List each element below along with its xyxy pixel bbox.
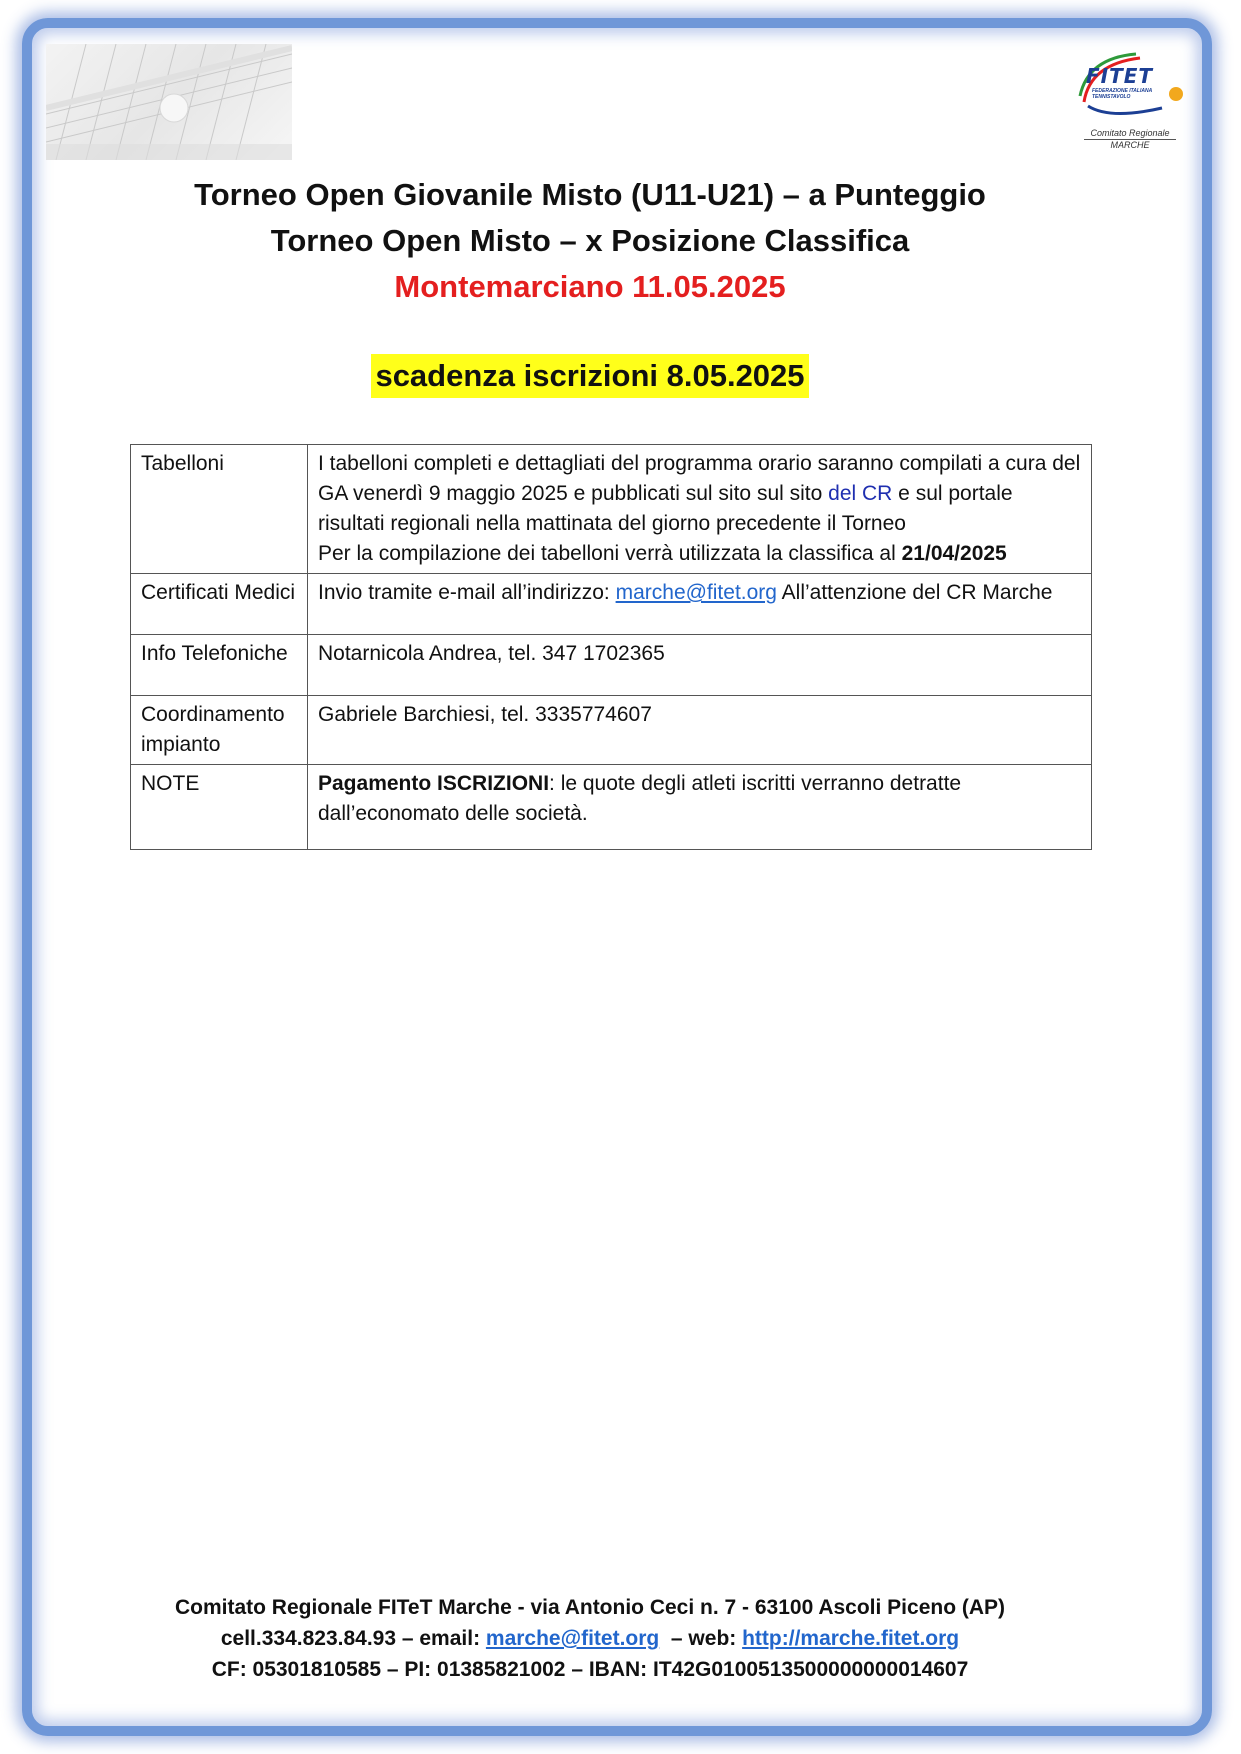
row-label: Info Telefoniche bbox=[131, 635, 308, 696]
logo-caption-line2: MARCHE bbox=[1110, 140, 1150, 150]
fitet-subtitle: FEDERAZIONE ITALIANA TENNISTAVOLO bbox=[1092, 88, 1152, 100]
title-line-3: Montemarciano 11.05.2025 bbox=[394, 269, 786, 304]
fitet-wordmark: FITET bbox=[1086, 64, 1154, 88]
title-line-1: Torneo Open Giovanile Misto (U11-U21) – a Punteggio bbox=[194, 177, 986, 212]
footer bbox=[0, 1592, 1180, 1685]
tabelloni-text-a: I tabelloni completi e dettagliati del programma orario saranno compilati a cura del GA venerdì 9 maggio 2025 e pubblicati sul sito sul sito bbox=[318, 452, 1081, 505]
table-row bbox=[131, 635, 1092, 696]
row-value: Gabriele Barchiesi, tel. 3335774607 bbox=[308, 696, 1092, 765]
footer-cell: cell.334.823.84.93 – email: bbox=[220, 1627, 486, 1650]
tabelloni-text-c: Per la compilazione dei tabelloni verrà utilizzata la classifica al bbox=[318, 542, 902, 565]
table-tennis-net-image bbox=[46, 44, 292, 160]
footer-web-link[interactable]: http://marche.fitet.org bbox=[742, 1627, 960, 1650]
table-row bbox=[131, 765, 1092, 850]
row-value: Notarnicola Andrea, tel. 347 1702365 bbox=[308, 635, 1092, 696]
email-link[interactable]: marche@fitet.org bbox=[615, 581, 777, 604]
table-row bbox=[131, 696, 1092, 765]
classifica-date: 21/04/2025 bbox=[901, 542, 1007, 565]
table-row bbox=[131, 445, 1092, 574]
certificati-text-b: All’attenzione del CR Marche bbox=[776, 581, 1053, 604]
row-value bbox=[308, 445, 1092, 574]
deadline-block bbox=[0, 354, 1180, 398]
net-illustration bbox=[46, 44, 292, 160]
logo-caption bbox=[1080, 128, 1180, 151]
footer-contacts bbox=[0, 1623, 1180, 1654]
footer-web-label: – web: bbox=[659, 1627, 743, 1650]
certificati-text-a: Invio tramite e-mail all’indirizzo: bbox=[318, 581, 616, 604]
title-line-2: Torneo Open Misto – x Posizione Classifica bbox=[270, 223, 910, 258]
del-cr-link[interactable]: del CR bbox=[828, 482, 893, 505]
note-text: : le quote degli atleti iscritti verranno detratte dall’economato delle società. bbox=[318, 772, 962, 825]
deadline-highlight: scadenza iscrizioni 8.05.2025 bbox=[371, 354, 808, 398]
info-table bbox=[130, 444, 1092, 850]
footer-address: Comitato Regionale FITeT Marche - via Antonio Ceci n. 7 - 63100 Ascoli Piceno (AP) bbox=[174, 1596, 1006, 1619]
footer-tax-info: CF: 05301810585 – PI: 01385821002 – IBAN: IT42G0100513500000000014607 bbox=[211, 1658, 969, 1681]
footer-email-link[interactable]: marche@fitet.org bbox=[485, 1627, 660, 1650]
row-label: NOTE bbox=[131, 765, 308, 850]
tabelloni-text-b: e sul portale risultati regionali nella mattinata del giorno precedente il Torneo bbox=[318, 482, 1013, 535]
row-label: Coordinamento impianto bbox=[131, 696, 308, 765]
table-row bbox=[131, 574, 1092, 635]
note-bold-text: Pagamento ISCRIZIONI bbox=[318, 772, 550, 795]
row-label: Tabelloni bbox=[131, 445, 308, 574]
row-value bbox=[308, 765, 1092, 850]
logo-caption-line1: Comitato Regionale bbox=[1090, 128, 1170, 138]
title-block bbox=[0, 172, 1180, 310]
row-value bbox=[308, 574, 1092, 635]
row-label: Certificati Medici bbox=[131, 574, 308, 635]
fitet-logo bbox=[1070, 50, 1194, 154]
